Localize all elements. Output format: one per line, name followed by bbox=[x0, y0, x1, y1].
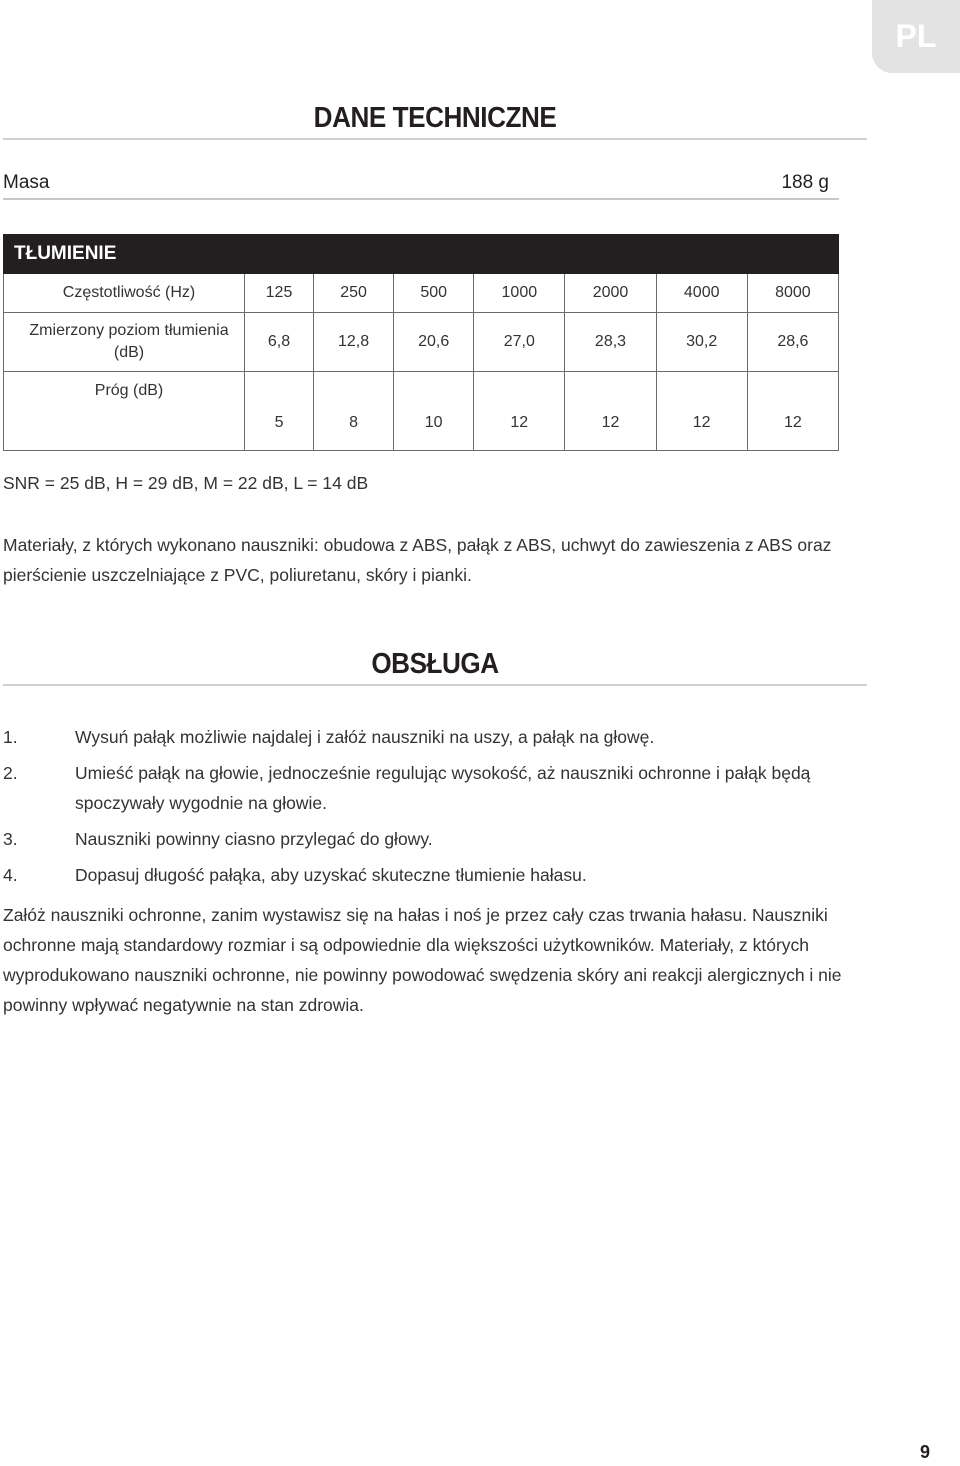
mass-row bbox=[3, 168, 839, 200]
threshold-cell: 12 bbox=[656, 372, 747, 451]
measured-label: Zmierzony poziom tłumienia (dB) bbox=[4, 313, 245, 372]
measured-cell: 20,6 bbox=[394, 313, 474, 372]
attenuation-header-row bbox=[4, 235, 839, 274]
frequency-cell: 1000 bbox=[474, 274, 565, 313]
step-number: 3. bbox=[3, 829, 18, 849]
mass-value: 188 g bbox=[781, 172, 829, 193]
attenuation-heading: TŁUMIENIE bbox=[4, 235, 839, 274]
threshold-label: Próg (dB) bbox=[4, 372, 245, 451]
threshold-cell: 12 bbox=[747, 372, 838, 451]
usage-step bbox=[3, 722, 873, 752]
usage-steps bbox=[3, 722, 873, 896]
step-number: 1. bbox=[3, 727, 18, 747]
attenuation-table bbox=[3, 234, 839, 451]
step-text: Dopasuj długość pałąka, aby uzyskać skuteczne tłumienie hałasu. bbox=[75, 865, 587, 885]
measured-cell: 28,6 bbox=[747, 313, 838, 372]
materials-paragraph: Materiały, z których wykonano nauszniki: obudowa z ABS, pałąk z ABS, uchwyt do zawieszenia z ABS oraz pierścienie uszczelniające z PVC, poliuretanu, skóry i pianki. bbox=[3, 535, 832, 585]
measured-cell: 6,8 bbox=[245, 313, 314, 372]
measured-cell: 12,8 bbox=[314, 313, 394, 372]
frequency-cell: 8000 bbox=[747, 274, 838, 313]
snr-line: SNR = 25 dB, H = 29 dB, M = 22 dB, L = 14 dB bbox=[3, 473, 369, 493]
usage-section-title: OBSŁUGA bbox=[371, 648, 499, 680]
threshold-cell: 5 bbox=[245, 372, 314, 451]
threshold-cell: 12 bbox=[565, 372, 656, 451]
usage-step bbox=[3, 758, 873, 818]
page-number: 9 bbox=[919, 1442, 930, 1462]
tech-title-rule bbox=[3, 138, 867, 140]
step-number: 2. bbox=[3, 763, 18, 783]
usage-closing-paragraph: Załóż nauszniki ochronne, zanim wystawisz się na hałas i noś je przez cały czas trwania hałasu. Nauszniki ochronne mają standardowy rozmiar i są odpowiednie dla większości użytkowników. Materiały, z których wyprodukowano nauszniki ochronne, nie powinny powodować swędzenia skóry ani reakcji alergicznych i nie powinny wpływać negatywnie na stan zdrowia. bbox=[3, 905, 842, 1015]
measured-cell: 27,0 bbox=[474, 313, 565, 372]
measured-row bbox=[4, 313, 839, 372]
tech-section-title: DANE TECHNICZNE bbox=[313, 102, 557, 134]
usage-step bbox=[3, 860, 873, 890]
frequency-cell: 250 bbox=[314, 274, 394, 313]
frequency-cell: 2000 bbox=[565, 274, 656, 313]
language-tab: PL bbox=[872, 0, 960, 73]
frequency-cell: 500 bbox=[394, 274, 474, 313]
measured-cell: 30,2 bbox=[656, 313, 747, 372]
frequency-label: Częstotliwość (Hz) bbox=[4, 274, 245, 313]
measured-cell: 28,3 bbox=[565, 313, 656, 372]
step-text: Nauszniki powinny ciasno przylegać do głowy. bbox=[75, 829, 433, 849]
step-text: Wysuń pałąk możliwie najdalej i załóż nauszniki na uszy, a pałąk na głowę. bbox=[75, 727, 655, 747]
usage-step bbox=[3, 824, 873, 854]
step-number: 4. bbox=[3, 865, 18, 885]
threshold-cell: 12 bbox=[474, 372, 565, 451]
frequency-cell: 4000 bbox=[656, 274, 747, 313]
threshold-cell: 10 bbox=[394, 372, 474, 451]
usage-title-rule bbox=[3, 684, 867, 686]
threshold-row bbox=[4, 372, 839, 451]
threshold-cell: 8 bbox=[314, 372, 394, 451]
mass-label: Masa bbox=[3, 172, 50, 193]
frequency-cell: 125 bbox=[245, 274, 314, 313]
step-text: Umieść pałąk na głowie, jednocześnie regulując wysokość, aż nauszniki ochronne i pałąk będą spoczywały wygodnie na głowie. bbox=[75, 763, 811, 813]
frequency-row bbox=[4, 274, 839, 313]
